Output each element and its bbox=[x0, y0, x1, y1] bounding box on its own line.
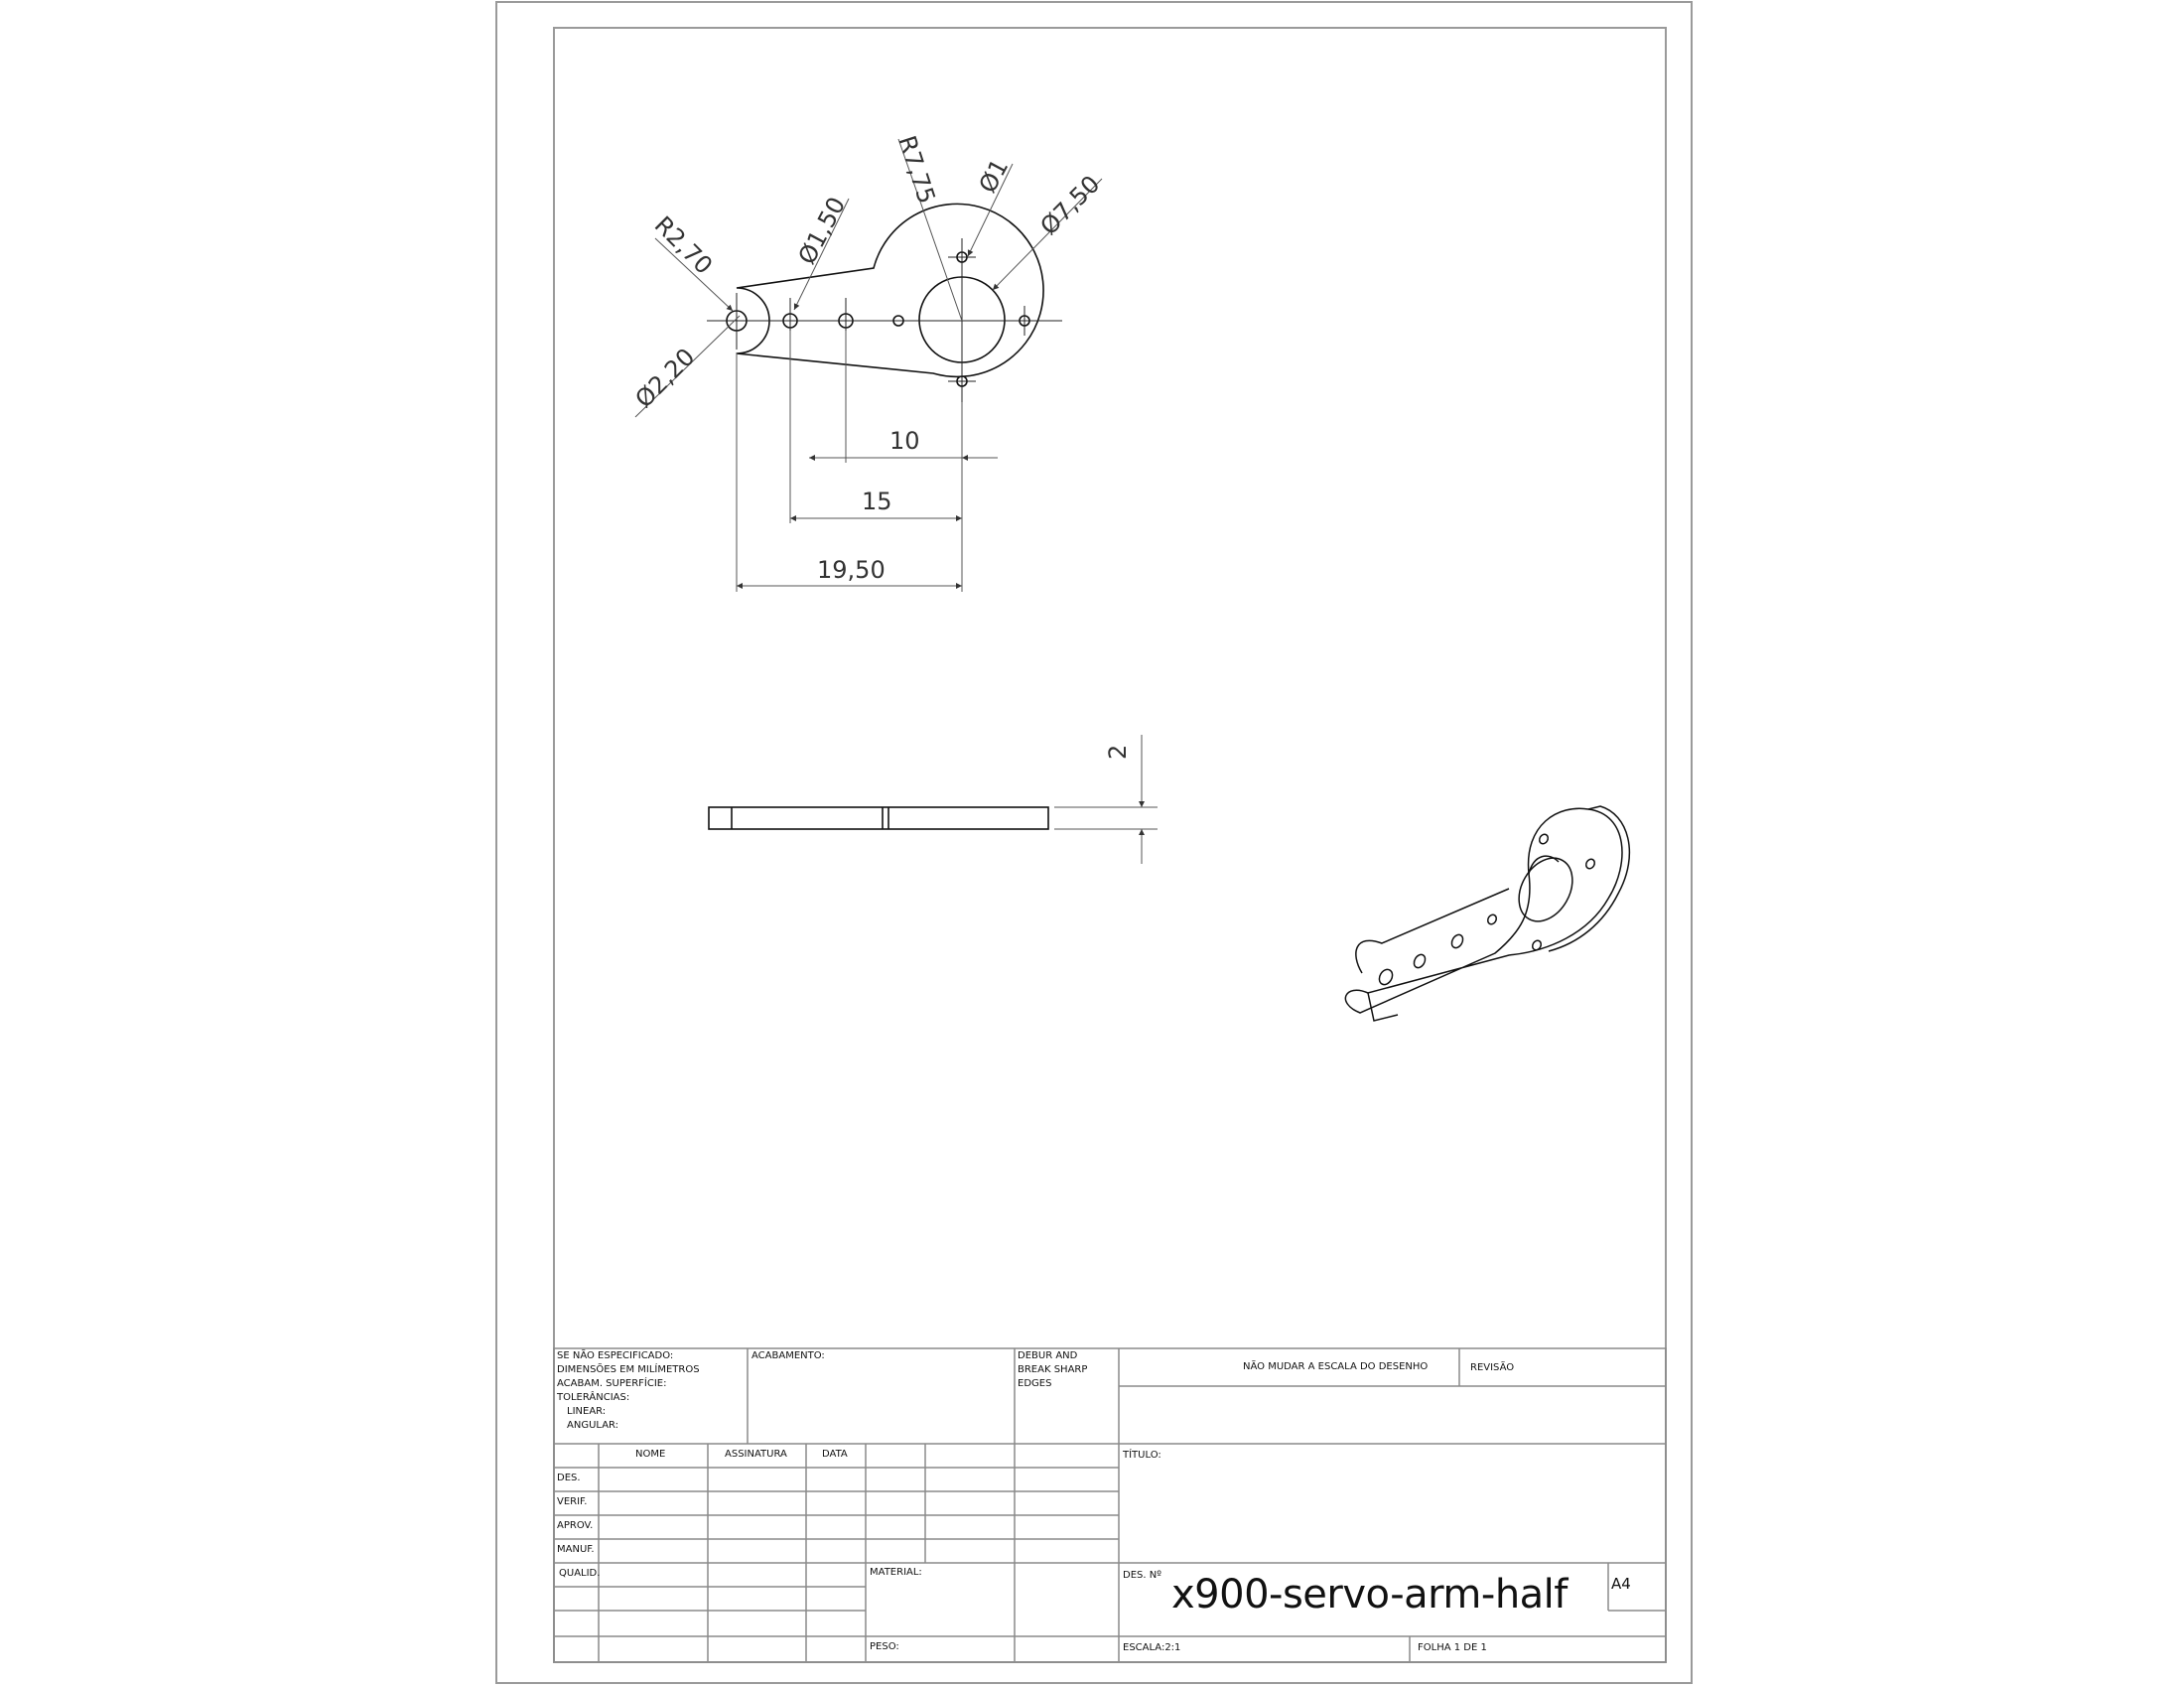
unless-specified-line-6: ANGULAR: bbox=[567, 1420, 619, 1431]
finish-label: ACABAMENTO: bbox=[751, 1350, 825, 1361]
row-label-manufacturing: MANUF. bbox=[557, 1544, 595, 1555]
dim-15: 15 bbox=[862, 488, 892, 515]
deburr-line-3: EDGES bbox=[1018, 1378, 1052, 1389]
top-view bbox=[727, 204, 1043, 386]
title-label: TÍTULO: bbox=[1123, 1450, 1161, 1461]
row-label-drawn: DES. bbox=[557, 1473, 581, 1483]
drawing-no-label: DES. Nº bbox=[1123, 1570, 1161, 1581]
unless-specified-line-2: DIMENSÕES EM MILÍMETROS bbox=[557, 1364, 700, 1375]
sheet-count: FOLHA 1 DE 1 bbox=[1418, 1642, 1487, 1653]
sheet-size: A4 bbox=[1611, 1575, 1631, 1593]
dim-r775: R7,75 bbox=[892, 132, 941, 208]
leader-lines bbox=[635, 139, 1102, 417]
col-header-date: DATA bbox=[822, 1449, 848, 1460]
scale-label: ESCALA:2:1 bbox=[1123, 1642, 1181, 1653]
dim-d750: Ø7,50 bbox=[1034, 170, 1106, 241]
unless-specified-line-4: TOLERÂNCIAS: bbox=[557, 1392, 630, 1403]
dim-lines-top bbox=[737, 331, 998, 592]
row-label-quality: QUALID. bbox=[559, 1568, 601, 1579]
no-scale-note: NÃO MUDAR A ESCALA DO DESENHO bbox=[1243, 1361, 1429, 1372]
dim-10: 10 bbox=[889, 427, 920, 455]
isometric-view bbox=[1345, 806, 1629, 1021]
material-label: MATERIAL: bbox=[870, 1567, 922, 1578]
dim-r270: R2,70 bbox=[648, 211, 719, 280]
dim-d220: Ø2,20 bbox=[629, 343, 701, 414]
unless-specified-line-5: LINEAR: bbox=[567, 1406, 607, 1417]
dim-d150: Ø1,50 bbox=[792, 192, 852, 269]
unless-specified-line-1: SE NÃO ESPECIFICADO: bbox=[557, 1350, 674, 1361]
deburr-line-1: DEBUR AND bbox=[1018, 1350, 1078, 1361]
dim-1950: 19,50 bbox=[817, 556, 886, 584]
arm-outline bbox=[737, 204, 1043, 376]
inner-border bbox=[554, 28, 1666, 1662]
revision-label: REVISÃO bbox=[1470, 1362, 1515, 1373]
dim-thickness: 2 bbox=[1104, 744, 1132, 760]
col-header-signature: ASSINATURA bbox=[725, 1449, 787, 1460]
row-label-checked: VERIF. bbox=[557, 1496, 588, 1507]
deburr-line-2: BREAK SHARP bbox=[1018, 1364, 1088, 1375]
row-label-approved: APROV. bbox=[557, 1520, 594, 1531]
dim-d1: Ø1 bbox=[973, 154, 1015, 198]
weight-label: PESO: bbox=[870, 1641, 899, 1652]
top-view-centerlines bbox=[707, 238, 1062, 407]
drawing-number: x900-servo-arm-half bbox=[1171, 1572, 1568, 1617]
unless-specified-line-3: ACABAM. SUPERFÍCIE: bbox=[557, 1378, 667, 1389]
side-view bbox=[709, 807, 1048, 829]
col-header-name: NOME bbox=[635, 1449, 666, 1460]
